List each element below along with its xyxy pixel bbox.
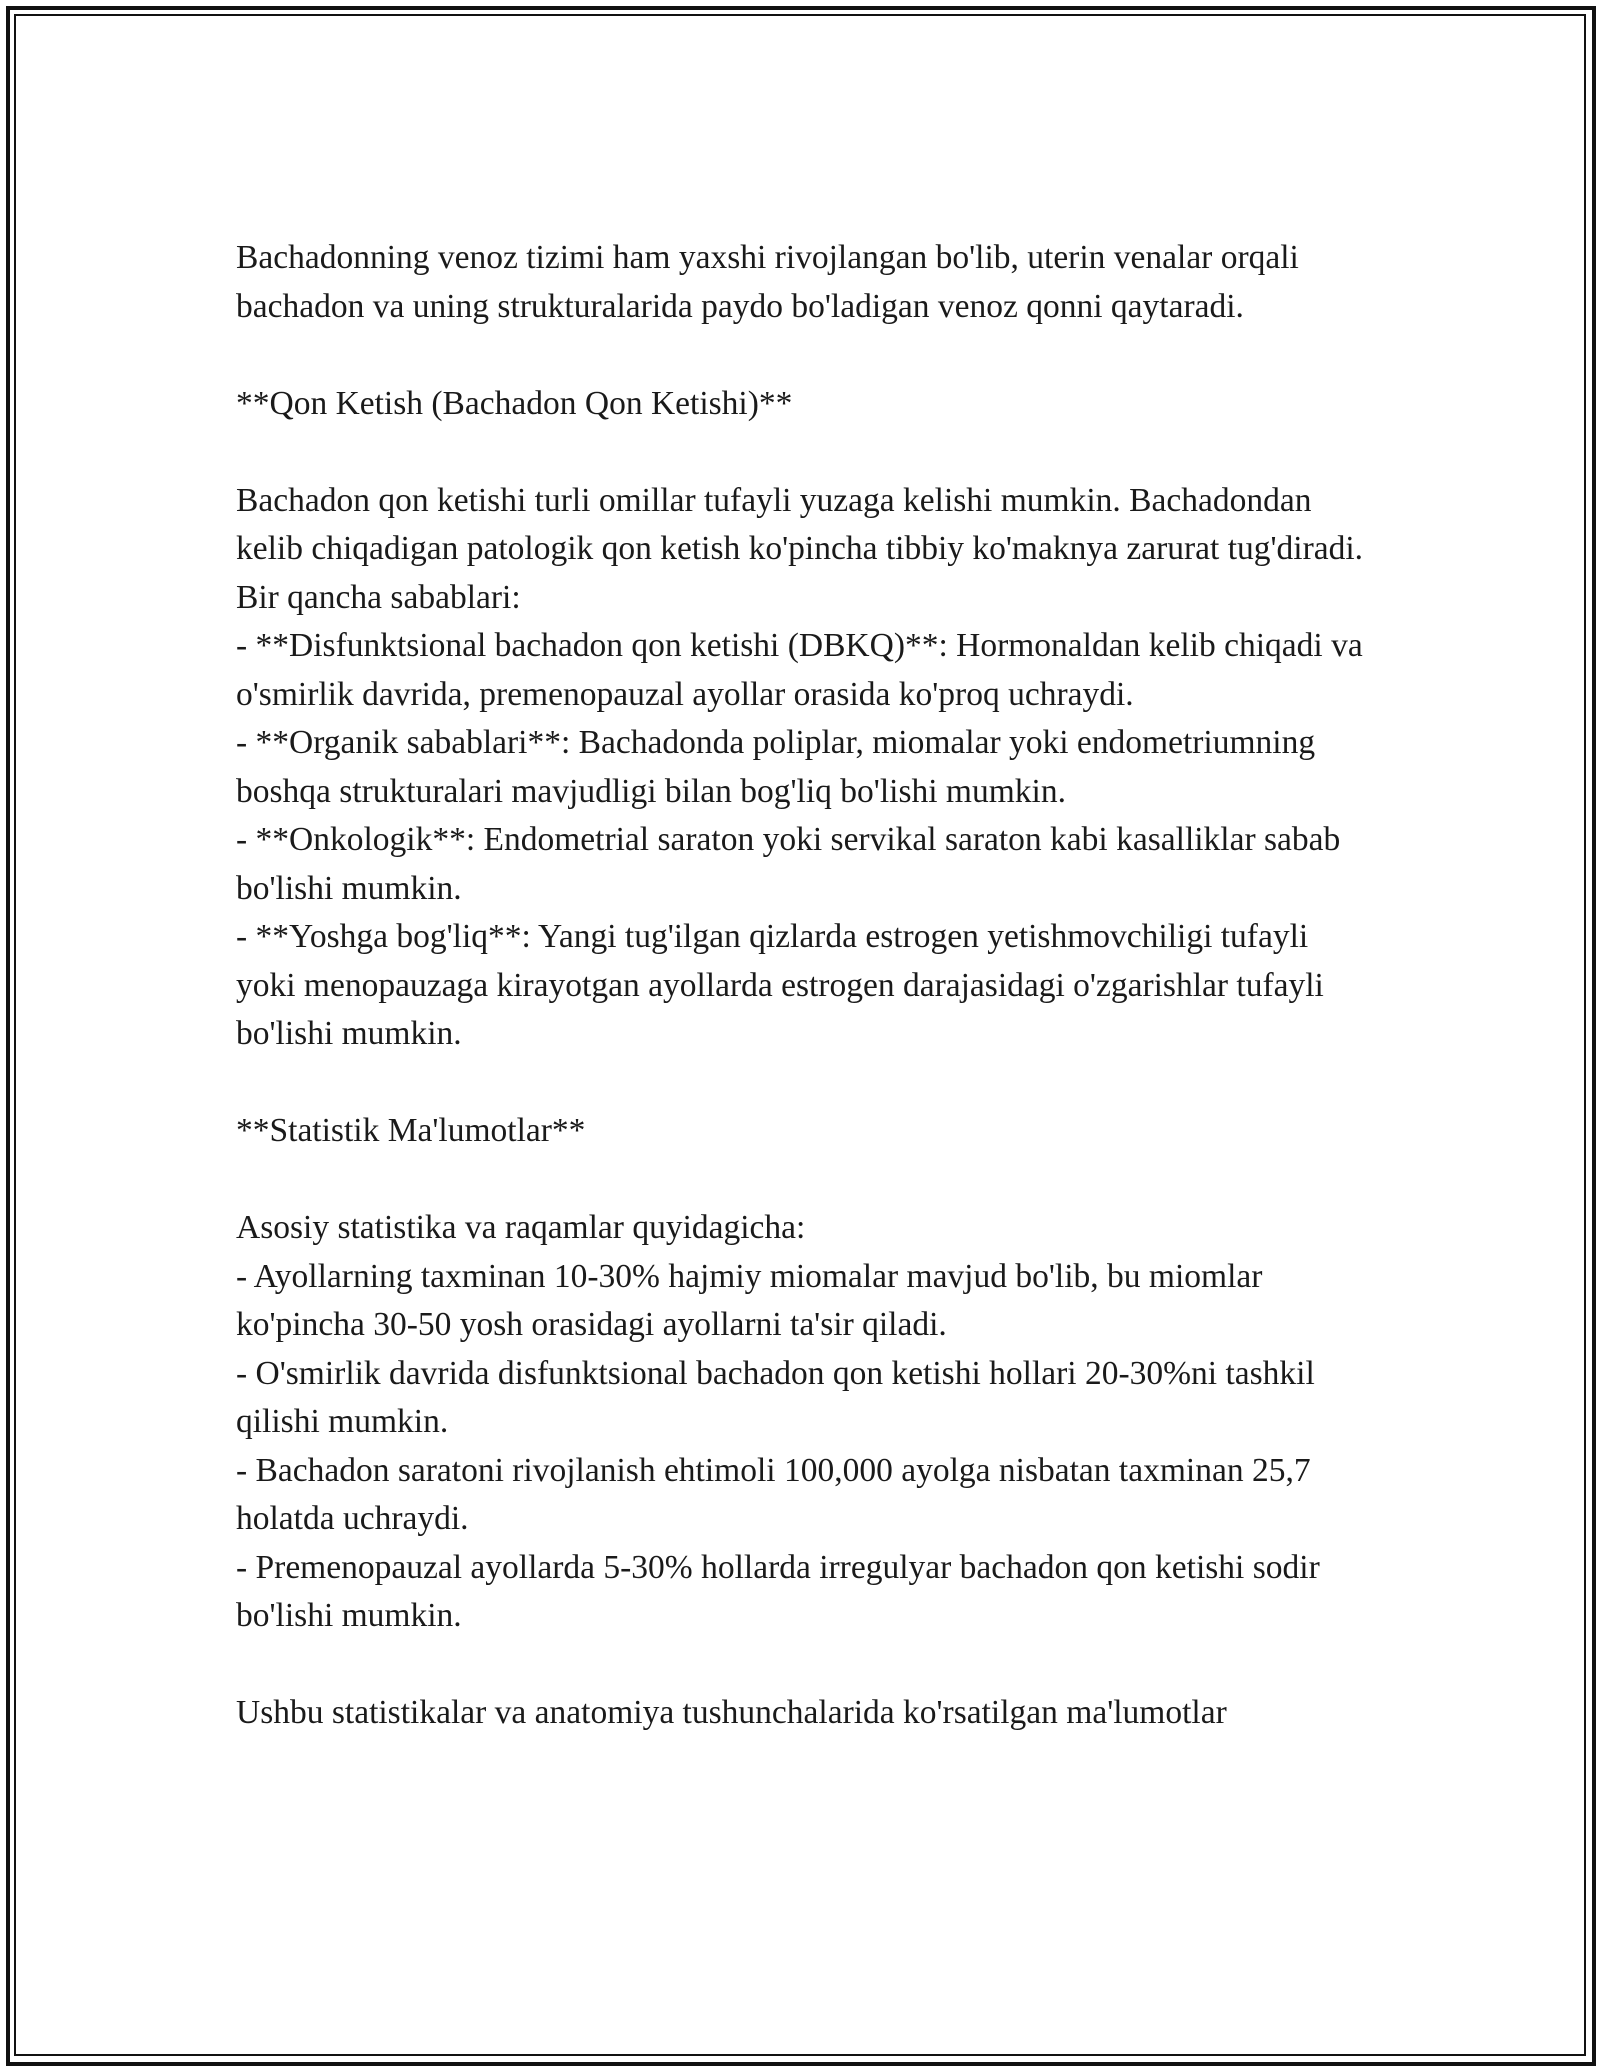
heading-statistics: **Statistik Ma'lumotlar** bbox=[236, 1112, 586, 1149]
blank-line bbox=[236, 1059, 1376, 1108]
paragraph-statistics-intro: Asosiy statistika va raqamlar quyidagicha: bbox=[236, 1209, 806, 1246]
list-item-stat-fibroids: - Ayollarning taxminan 10-30% hajmiy miomalar mavjud bo'lib, bu miomlar ko'pincha 30-50 yosh orasidagi ayollarni ta'sir qiladi. bbox=[236, 1257, 1263, 1343]
list-item-cause-dbkq: - **Disfunktsional bachadon qon ketishi (DBKQ)**: Hormonaldan kelib chiqadi va o'smirlik davrida, premenopauzal ayollar orasida ko'proq uchraydi. bbox=[236, 627, 1363, 713]
list-item-cause-age: - **Yoshga bog'liq**: Yangi tug'ilgan qizlarda estrogen yetishmovchiligi tufayli yoki menopauzaga kirayotgan ayollarda estrogen darajasidagi o'zgarishlar tufayli bo'lishi mumkin. bbox=[236, 918, 1324, 1052]
blank-line bbox=[236, 331, 1376, 380]
paragraph-bleeding-intro: Bachadon qon ketishi turli omillar tufayli yuzaga kelishi mumkin. Bachadondan kelib chiqadigan patologik qon ketish ko'pincha tibbiy ko'maknya zarurat tug'diradi. Bir qancha sabablari: bbox=[236, 481, 1364, 616]
paragraph-venous-system: Bachadonning venoz tizimi ham yaxshi rivojlangan bo'lib, uterin venalar orqali bachadon va uning strukturalarida paydo bo'ladigan venoz qonni qaytaradi. bbox=[236, 239, 1299, 325]
blank-line bbox=[236, 1156, 1376, 1205]
list-item-cause-oncologic: - **Onkologik**: Endometrial saraton yoki servikal saraton kabi kasalliklar sabab bo'lishi mumkin. bbox=[236, 821, 1341, 907]
document-body bbox=[236, 234, 1376, 1738]
heading-bleeding: **Qon Ketish (Bachadon Qon Ketishi)** bbox=[236, 384, 793, 422]
paragraph-conclusion: Ushbu statistikalar va anatomiya tushunchalarida ko'rsatilgan ma'lumotlar bbox=[236, 1694, 1227, 1731]
list-item-cause-organic: - **Organik sabablari**: Bachadonda poliplar, miomalar yoki endometriumning boshqa strukturalari mavjudligi bilan bog'liq bo'lishi mumkin. bbox=[236, 724, 1316, 810]
blank-line bbox=[236, 1641, 1376, 1690]
list-item-stat-cancer: - Bachadon saratoni rivojlanish ehtimoli 100,000 ayolga nisbatan taxminan 25,7 holatda uchraydi. bbox=[236, 1451, 1311, 1537]
list-item-stat-premenopausal: - Premenopauzal ayollarda 5-30% hollarda irregulyar bachadon qon ketishi sodir bo'lishi mumkin. bbox=[236, 1548, 1320, 1634]
blank-line bbox=[236, 428, 1376, 477]
list-item-stat-adolescent: - O'smirlik davrida disfunktsional bachadon qon ketishi hollari 20-30%ni tashkil qilishi mumkin. bbox=[236, 1354, 1315, 1440]
